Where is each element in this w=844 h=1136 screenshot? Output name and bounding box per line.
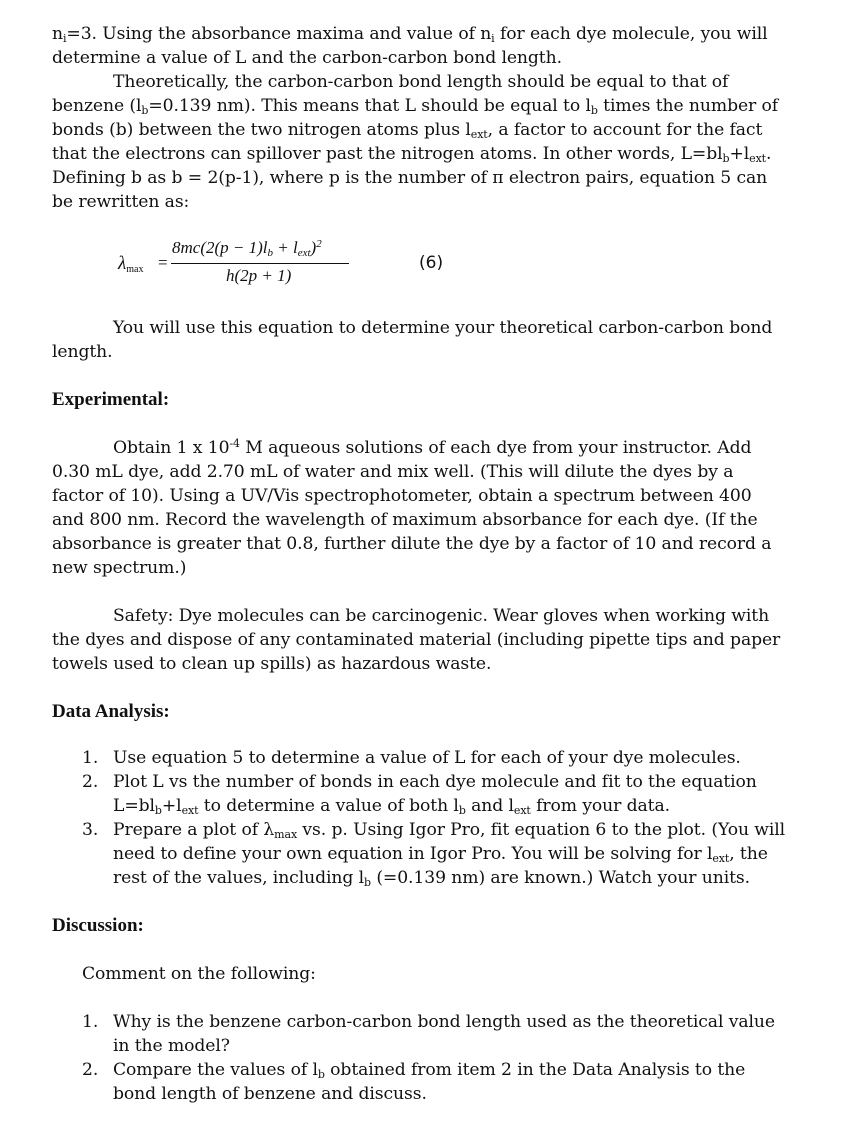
intro-line-3: Theoretically, the carbon-carbon bond length should be equal to that of bbox=[113, 72, 729, 92]
experimental-line-5: absorbance is greater that 0.8, further dilute the dye by a factor of 10 and record a bbox=[52, 534, 772, 554]
eq-denominator: h(2p + 1) bbox=[226, 266, 292, 285]
experimental-line-4: and 800 nm. Record the wavelength of maximum absorbance for each dye. (If the bbox=[52, 510, 758, 530]
safety-line-2: the dyes and dispose of any contaminated material (including pipette tips and paper bbox=[52, 630, 781, 650]
after-eq-line-2: length. bbox=[52, 342, 113, 362]
eq-equals: = bbox=[158, 253, 168, 272]
analysis-number-3: 3. bbox=[82, 820, 99, 840]
discussion-item-1b: in the model? bbox=[113, 1036, 230, 1056]
discussion-intro: Comment on the following: bbox=[82, 964, 316, 984]
experimental-line-2: 0.30 mL dye, add 2.70 mL of water and mix well. (This will dilute the dyes by a bbox=[52, 462, 734, 482]
data-analysis-heading: Data Analysis: bbox=[52, 701, 170, 722]
eq-lambda: $\lambda_{max}$ bbox=[118, 253, 144, 275]
analysis-item-1: Use equation 5 to determine a value of L for each of your dye molecules. bbox=[113, 748, 741, 768]
intro-line-4: benzene ($l_b=0.139$ nm). This means that L should be equal to $l_b$ times the number of bbox=[52, 96, 779, 117]
experimental-line-1: Obtain 1 x $10^{-4}$ M aqueous solutions of each dye from your instructor. Add bbox=[113, 437, 752, 458]
safety-line-1: Safety: Dye molecules can be carcinogenic. Wear gloves when working with bbox=[113, 606, 770, 626]
discussion-item-1a: Why is the benzene carbon-carbon bond length used as the theoretical value bbox=[113, 1012, 775, 1032]
experimental-heading: Experimental: bbox=[52, 389, 170, 410]
after-eq-line-1: You will use this equation to determine your theoretical carbon-carbon bond bbox=[113, 318, 773, 338]
analysis-item-3c: rest of the values, including $l_b$ (=0.139 nm) are known.) Watch your units. bbox=[113, 868, 750, 889]
discussion-heading: Discussion: bbox=[52, 915, 144, 936]
analysis-item-3a: Prepare a plot of $\lambda_{max}$ vs. p. Using Igor Pro, fit equation 6 to the plot. (You will bbox=[113, 820, 786, 841]
discussion-item-2b: bond length of benzene and discuss. bbox=[113, 1084, 427, 1104]
safety-line-3: towels used to clean up spills) as hazardous waste. bbox=[52, 654, 492, 674]
intro-line-8: be rewritten as: bbox=[52, 192, 190, 212]
intro-line-7: Defining b as b = 2(p-1), where p is the number of π electron pairs, equation 5 can bbox=[52, 168, 768, 188]
analysis-item-3b: need to define your own equation in Igor Pro. You will be solving for $l_{ext}$, the bbox=[113, 844, 768, 865]
eq-number: (6) bbox=[419, 253, 444, 273]
experimental-line-3: factor of 10). Using a UV/Vis spectrophotometer, obtain a spectrum between 400 bbox=[52, 486, 752, 506]
analysis-number-1: 1. bbox=[82, 748, 99, 768]
analysis-number-2: 2. bbox=[82, 772, 99, 792]
analysis-item-2a: Plot L vs the number of bonds in each dye molecule and fit to the equation bbox=[113, 772, 757, 792]
eq-fraction-bar bbox=[171, 263, 349, 264]
discussion-number-2: 2. bbox=[82, 1060, 99, 1080]
intro-line-1: $n_i=3$. Using the absorbance maxima and value of $n_i$ for each dye molecule, you will bbox=[52, 24, 768, 45]
intro-line-6: that the electrons can spillover past the nitrogen atoms. In other words, $L=bl_b+l_{ext}$. bbox=[52, 144, 772, 165]
discussion-number-1: 1. bbox=[82, 1012, 99, 1032]
intro-line-5: bonds (b) between the two nitrogen atoms plus $l_{ext}$, a factor to account for the fact bbox=[52, 120, 763, 141]
experimental-line-6: new spectrum.) bbox=[52, 558, 187, 578]
intro-line-2: determine a value of L and the carbon-carbon bond length. bbox=[52, 48, 562, 68]
eq-numerator: $8mc(2(p - 1)l_b + l_{ext})^2$ bbox=[172, 238, 322, 259]
discussion-item-2a: Compare the values of $l_b$ obtained from item 2 in the Data Analysis to the bbox=[113, 1060, 746, 1081]
analysis-item-2b: $L=bl_b+l_{ext}$ to determine a value of both $l_b$ and $l_{ext}$ from your data. bbox=[113, 796, 670, 817]
